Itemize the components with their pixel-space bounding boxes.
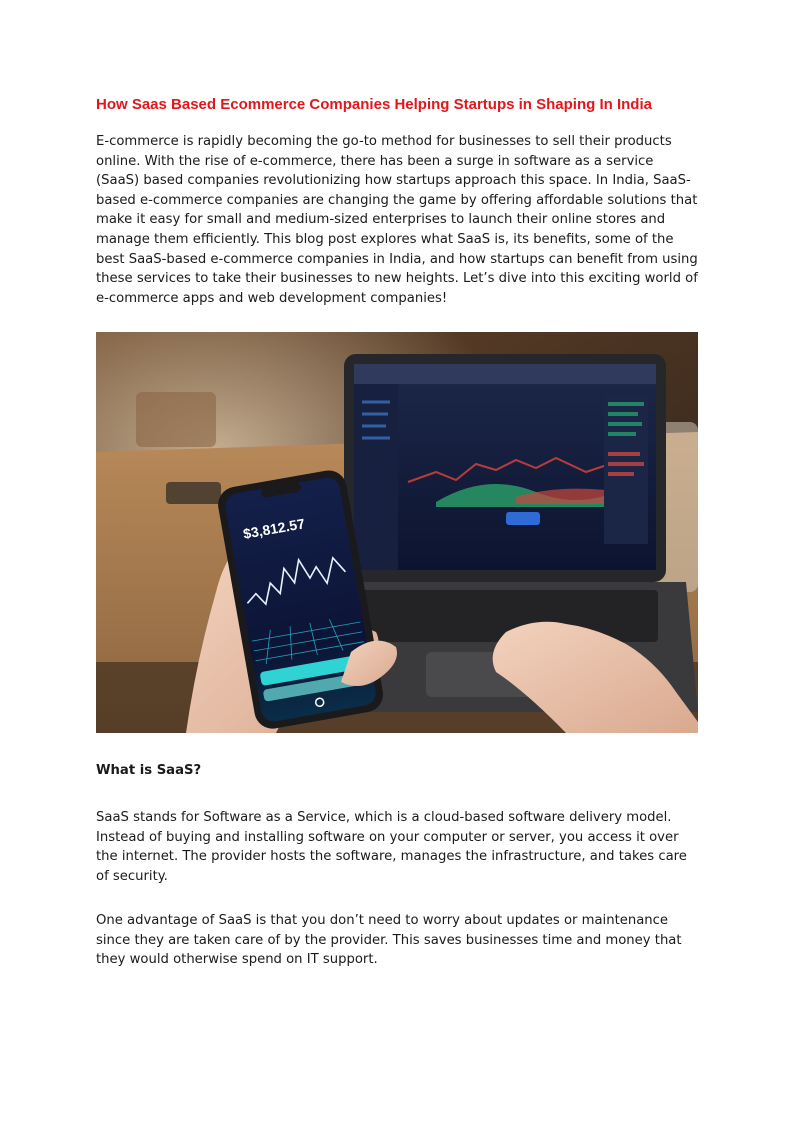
paragraph-1: SaaS stands for Software as a Service, which is a cloud-based software delivery model. Instead of buying and installing software on your computer or server, you access it over the internet. The provider hosts the software, manages the infrastructure, and takes care of security. [96,810,687,884]
article-title: How Saas Based Ecommerce Companies Helping Startups in Shaping In India [96,96,652,113]
section-heading: What is SaaS? [96,763,202,778]
article-photo [96,332,698,733]
phone-balance: $3,812.57 [241,515,307,542]
paragraph-2: One advantage of SaaS is that you don’t need to worry about updates or maintenance since they are taken care of by the provider. This saves businesses time and money that they would otherwise spend on IT support. [96,913,682,968]
intro-paragraph: E-commerce is rapidly becoming the go-to method for businesses to sell their products online. With the rise of e-commerce, there has been a surge in software as a service (SaaS) based companies revolutionizing how startups approach this space. In India, SaaS-based e-commerce companies are changing the game by offering affordable solutions that make it easy for small and medium-sized enterprises to launch their online stores and manage them efficiently. This blog post explores what SaaS is, its benefits, some of the best SaaS-based e-commerce companies in India, and how startups can benefit from using these services to take their businesses to new heights. Let’s dive into this exciting world of e-commerce apps and web development companies! [96,134,698,306]
